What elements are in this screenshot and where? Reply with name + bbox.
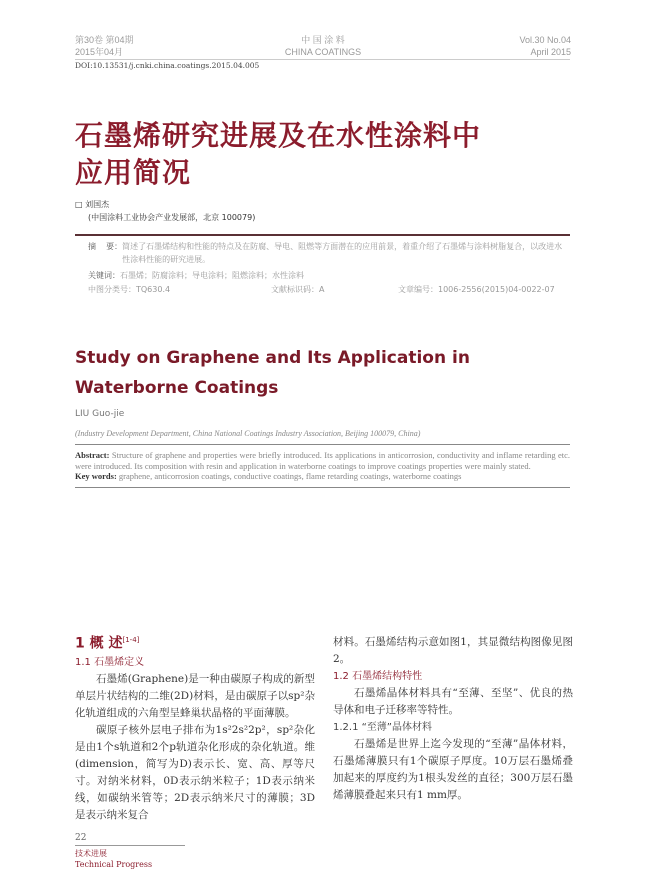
volume-issue-en: Vol.30 No.04 bbox=[519, 35, 571, 45]
journal-name-en: CHINA COATINGS bbox=[284, 47, 362, 57]
abstract-en-block bbox=[75, 444, 570, 488]
journal-name bbox=[243, 34, 403, 58]
keywords-cn-text: 石墨烯；防腐涂料；导电涂料；阻燃涂料；水性涂料 bbox=[120, 271, 304, 280]
affiliation-en: (Industry Development Department, China National Coatings Industry Association, Beijing 100079, China) bbox=[75, 429, 421, 438]
subsubsection-heading: 1.2.1 “至薄”晶体材料 bbox=[333, 722, 432, 733]
title-en-line: Waterborne Coatings bbox=[75, 378, 279, 398]
page-number: 22 bbox=[75, 832, 87, 843]
title-cn bbox=[75, 117, 481, 191]
body-column-left bbox=[75, 630, 315, 870]
issue-date: 2015年04月 bbox=[75, 47, 124, 57]
author-cn: □ 刘国杰 bbox=[75, 200, 110, 209]
subsection-heading: 1.2 石墨烯结构特性 bbox=[333, 671, 423, 682]
title-divider bbox=[75, 234, 570, 236]
section-heading-text: 1 概 述 bbox=[75, 635, 123, 652]
body-column-right bbox=[333, 634, 573, 804]
journal-volume bbox=[75, 34, 134, 58]
keywords-cn-label: 关键词： bbox=[88, 271, 120, 280]
footer-rule bbox=[75, 845, 185, 846]
title-cn-line: 应用简况 bbox=[75, 156, 192, 189]
affiliation-cn: (中国涂料工业协会产业发展部，北京 100079) bbox=[88, 213, 256, 222]
paragraph: 石墨烯是世界上迄今发现的“至薄”晶体材料，石墨烯薄膜只有1个碳原子厚度。10万层石墨烯叠加起来的厚度约为1根头发丝的直径；300万层石墨烯薄膜叠起来只有1 mm厚。 bbox=[333, 738, 573, 801]
title-cn-line: 石墨烯研究进展及在水性涂料中 bbox=[75, 119, 482, 152]
abstract-cn bbox=[88, 240, 568, 296]
author-en: LIU Guo-jie bbox=[75, 409, 125, 419]
abstract-cn-text: 简述了石墨烯结构和性能的特点及在防腐、导电、阻燃等方面潜在的应用前景，着重介绍了石墨烯与涂料树脂复合，以改进水性涂料性能的研究进展。 bbox=[122, 242, 563, 264]
author-block-cn bbox=[75, 198, 255, 224]
keywords-en-text: graphene, anticorrosion coatings, conductive coatings, flame retarding coatings, waterborne coatings bbox=[116, 471, 462, 481]
abstract-en-text: Structure of graphene and properties were briefly introduced. Its applications in anticorrosion, conductivity and inflame retarding etc. were introduced. Its composition with resin and application in waterborne coatings to improve coatings properties were mainly stated. bbox=[75, 450, 570, 471]
title-en-line: Study on Graphene and Its Application in bbox=[75, 348, 470, 368]
volume-issue: 第30卷 第04期 bbox=[75, 35, 134, 45]
abstract-cn-label: 摘 要： bbox=[88, 242, 123, 251]
footer-section-en: Technical Progress bbox=[75, 859, 153, 869]
keywords-en-label: Key words: bbox=[75, 471, 117, 481]
footer-section-cn: 技术进展 bbox=[75, 848, 107, 858]
paragraph: 材料。石墨烯结构示意如图1，其显微结构图像见图2。 bbox=[333, 636, 573, 665]
abstract-en-label: Abstract: bbox=[75, 450, 110, 460]
article-number: 文章编号：1006-2556(2015)04-0022-07 bbox=[398, 285, 555, 294]
journal-name-cn: 中 国 涂 料 bbox=[301, 35, 345, 45]
abstract-rule-bottom bbox=[75, 487, 570, 488]
subsection-heading: 1.1 石墨烯定义 bbox=[75, 656, 145, 668]
issue-date-en: April 2015 bbox=[530, 47, 571, 57]
citation-ref: [1-4] bbox=[122, 636, 140, 644]
document-code: 文献标识码：A bbox=[271, 285, 325, 294]
doi: DOI:10.13531/j.cnki.china.coatings.2015.04.005 bbox=[75, 61, 260, 70]
abstract-rule-top bbox=[75, 444, 570, 445]
abstract-en bbox=[75, 450, 570, 482]
paragraph: 石墨烯晶体材料具有“至薄、至坚”、优良的热导体和电子迁移率等特性。 bbox=[333, 687, 573, 716]
header-rule bbox=[75, 59, 570, 60]
journal-volume-en bbox=[519, 34, 571, 58]
section-heading bbox=[75, 630, 315, 654]
footer-section bbox=[75, 848, 315, 870]
paragraph: 碳原子核外层电子排布为1s²2s²2p²，sp²杂化是由1个s轨道和2个p轨道杂化形成的杂化轨道。维(dimension，简写为D)表示长、宽、高、厚等尺寸。对纳米材料，0D表示纳米粒子；1D表示纳米线，如碳纳米管等；2D表示纳米尺寸的薄膜；3D是表示纳米复合 bbox=[75, 723, 315, 821]
paragraph: 石墨烯(Graphene)是一种由碳原子构成的新型单层片状结构的二维(2D)材料，是由碳原子以sp²杂化轨道组成的六角型呈蜂巢状晶格的平面薄膜。 bbox=[75, 672, 315, 719]
title-en bbox=[75, 343, 470, 403]
classification-number: 中图分类号：TQ630.4 bbox=[88, 285, 171, 294]
